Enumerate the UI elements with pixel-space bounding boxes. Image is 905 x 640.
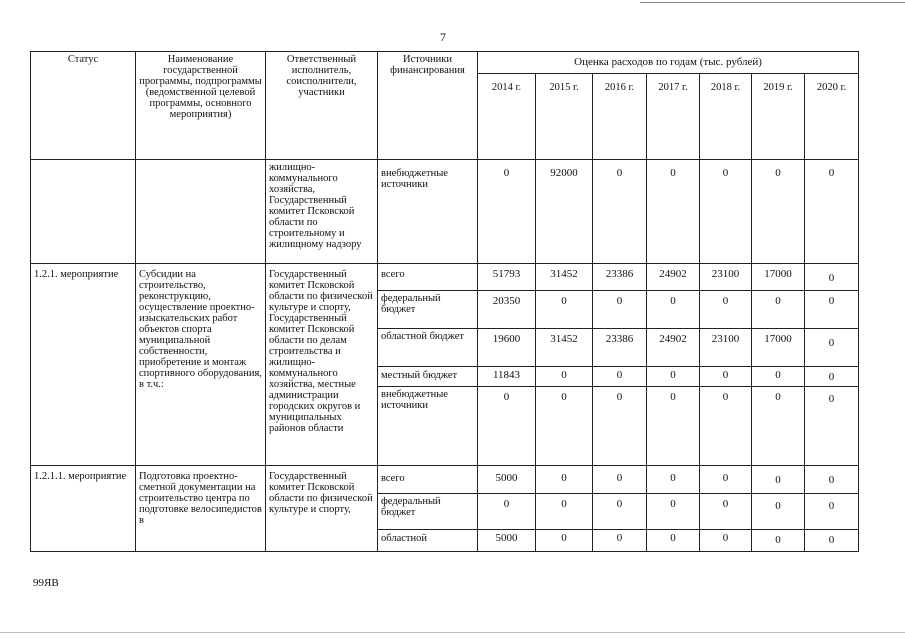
value-cell: 24902	[647, 264, 700, 291]
year-2016: 2016 г.	[593, 74, 647, 160]
source-cell: федеральный бюджет	[378, 291, 478, 329]
value-cell: 0	[593, 494, 647, 530]
footer-code: 99ЯВ	[33, 577, 59, 589]
event-121-name: Субсидии на строительство, реконструкцию, осуществление проектно-изыскательских работ объектов спорта муниципальной собственности, приобретение и монтаж спортивного оборудования, в т.ч.:	[136, 264, 266, 466]
year-2017: 2017 г.	[647, 74, 700, 160]
source-cell: всего	[378, 466, 478, 494]
continuation-name	[136, 160, 266, 264]
source-cell: областной	[378, 530, 478, 552]
value-cell: 0	[752, 530, 805, 552]
year-2019: 2019 г.	[752, 74, 805, 160]
value-cell: 23100	[700, 264, 752, 291]
continuation-source: внебюджетные источники	[378, 160, 478, 264]
value-cell: 0	[752, 160, 805, 264]
value-cell: 0	[647, 494, 700, 530]
value-cell: 0	[536, 530, 593, 552]
continuation-status	[31, 160, 136, 264]
year-2015: 2015 г.	[536, 74, 593, 160]
value-cell: 17000	[752, 329, 805, 367]
value-cell: 5000	[478, 466, 536, 494]
table-row	[31, 466, 859, 494]
value-cell: 0	[805, 367, 859, 387]
header-program-name: Наименование государственной программы, подпрограммы (ведомственной целевой программы, основного мероприятия)	[136, 52, 266, 160]
value-cell: 5000	[478, 530, 536, 552]
scan-artifact-top	[640, 2, 905, 3]
value-cell: 0	[647, 160, 700, 264]
header-sources: Источники финансирования	[378, 52, 478, 160]
value-cell: 0	[593, 466, 647, 494]
year-2014: 2014 г.	[478, 74, 536, 160]
value-cell: 0	[647, 291, 700, 329]
source-cell: внебюджетные источники	[378, 387, 478, 466]
value-cell: 0	[593, 530, 647, 552]
event-121-executor: Государственный комитет Псковской области по физической культуре и спорту, Государственный комитет Псковской области по делам строительства и жилищно-коммунального хозяйства, местные администрации городских округов и муниципальных районов области	[266, 264, 378, 466]
value-cell: 0	[805, 530, 859, 552]
table-row	[31, 264, 859, 291]
value-cell: 24902	[647, 329, 700, 367]
event-1211-status: 1.2.1.1. мероприятие	[31, 466, 136, 552]
value-cell: 0	[700, 466, 752, 494]
expenses-table	[30, 51, 859, 552]
value-cell: 20350	[478, 291, 536, 329]
header-row	[31, 52, 859, 74]
value-cell: 0	[647, 466, 700, 494]
value-cell: 0	[700, 530, 752, 552]
year-2018: 2018 г.	[700, 74, 752, 160]
value-cell: 0	[593, 291, 647, 329]
value-cell: 23386	[593, 329, 647, 367]
value-cell: 0	[478, 160, 536, 264]
value-cell: 0	[752, 466, 805, 494]
value-cell: 11843	[478, 367, 536, 387]
continuation-executor: жилищно-коммунального хозяйства, Государственный комитет Псковской области по строительному и жилищному надзору	[266, 160, 378, 264]
value-cell: 0	[593, 387, 647, 466]
value-cell: 19600	[478, 329, 536, 367]
page-number: 7	[440, 30, 446, 44]
source-cell: всего	[378, 264, 478, 291]
event-1211-name: Подготовка проектно-сметной документации на строительство центра по подготовке велосипедистов в	[136, 466, 266, 552]
year-2020: 2020 г.	[805, 74, 859, 160]
value-cell: 0	[593, 160, 647, 264]
source-cell: областной бюджет	[378, 329, 478, 367]
source-cell: местный бюджет	[378, 367, 478, 387]
value-cell: 0	[752, 494, 805, 530]
value-cell: 0	[805, 494, 859, 530]
value-cell: 0	[536, 494, 593, 530]
value-cell: 0	[805, 466, 859, 494]
value-cell: 0	[647, 387, 700, 466]
value-cell: 0	[752, 367, 805, 387]
value-cell: 0	[700, 160, 752, 264]
value-cell: 0	[700, 367, 752, 387]
value-cell: 17000	[752, 264, 805, 291]
value-cell: 0	[478, 494, 536, 530]
value-cell: 0	[700, 494, 752, 530]
value-cell: 0	[805, 291, 859, 329]
value-cell: 0	[700, 291, 752, 329]
value-cell: 0	[536, 466, 593, 494]
value-cell: 31452	[536, 329, 593, 367]
value-cell: 0	[478, 387, 536, 466]
scan-artifact-bottom	[0, 632, 905, 633]
value-cell: 0	[536, 387, 593, 466]
event-121-status: 1.2.1. мероприятие	[31, 264, 136, 466]
value-cell: 51793	[478, 264, 536, 291]
value-cell: 0	[536, 291, 593, 329]
value-cell: 0	[593, 367, 647, 387]
event-1211-executor: Государственный комитет Псковской области по физической культуре и спорту,	[266, 466, 378, 552]
header-status: Статус	[31, 52, 136, 160]
value-cell: 0	[647, 530, 700, 552]
value-cell: 0	[752, 387, 805, 466]
value-cell: 0	[805, 264, 859, 291]
value-cell: 0	[805, 387, 859, 466]
value-cell: 0	[700, 387, 752, 466]
value-cell: 31452	[536, 264, 593, 291]
value-cell: 92000	[536, 160, 593, 264]
header-executor: Ответственный исполнитель, соисполнители, участники	[266, 52, 378, 160]
value-cell: 0	[752, 291, 805, 329]
value-cell: 0	[647, 367, 700, 387]
value-cell: 23100	[700, 329, 752, 367]
continuation-row	[31, 160, 859, 264]
value-cell: 0	[536, 367, 593, 387]
value-cell: 23386	[593, 264, 647, 291]
header-estimate: Оценка расходов по годам (тыс. рублей)	[478, 52, 859, 74]
source-cell: федеральный бюджет	[378, 494, 478, 530]
value-cell: 0	[805, 329, 859, 367]
value-cell: 0	[805, 160, 859, 264]
